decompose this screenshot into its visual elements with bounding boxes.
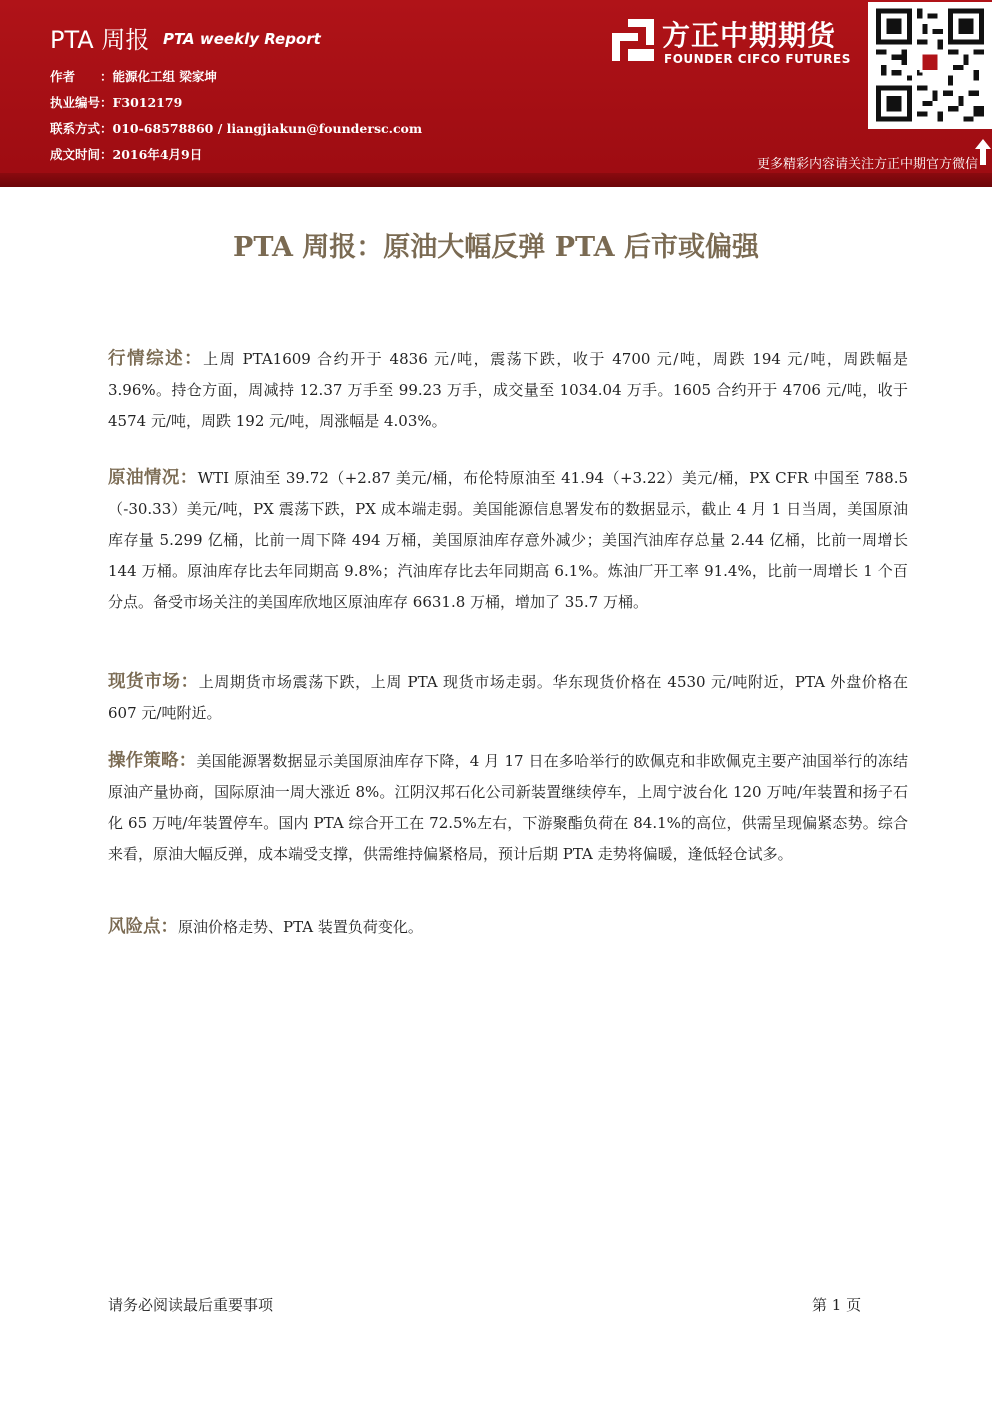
author-label: 作者 ：	[50, 69, 113, 84]
section-text: WTI 原油至 39.72（+2.87 美元/桶，布伦特原油至 41.94（+3.22）美元/桶，PX CFR 中国至 788.5（-30.33）美元/吨，PX 震荡下跌，PX 成本端走弱。美国能源信息署发布的数据显示，截止 4 月 1 日当周，美国原油库存量 5.299 亿桶，比前一周下降 494 万桶，美国原油库存意外减少；美国汽油库存总量 2.44 亿桶，比前一周增长 144 万桶。原油库存比去年同期高 9.8%；汽油库存比去年同期高 6.1%。炼油厂开工率 91.4%，比前一周增长 1 个百分点。备受市场关注的美国库欣地区原油库存 6631.8 万桶，增加了 35.7 万桶。	[108, 469, 909, 611]
founder-logo-icon	[610, 17, 656, 63]
section-text: 美国能源署数据显示美国原油库存下降，4 月 17 日在多哈举行的欧佩克和非欧佩克主要产油国举行的冻结原油产量协商，国际原油一周大涨近 8%。江阴汉邦石化公司新装置继续停车，上周宁波台化 120 万吨/年装置和扬子石化 65 万吨/年装置停车。国内 PTA 综合开工在 72.5%左右，下游聚酯负荷在 84.1%的高位，供需呈现偏紧态势。综合来看，原油大幅反弹，成本端受支撑，供需维持偏紧格局，预计后期 PTA 走势将偏暖，逢低轻仓试多。	[108, 752, 908, 863]
author-value: 能源化工组 梁家坤	[112, 69, 217, 84]
section-text: 原油价格走势、PTA 装置负荷变化。	[178, 918, 423, 936]
qr-code	[868, 2, 992, 129]
section-strategy	[108, 746, 908, 870]
brand-name-cn: 方正中期期货	[662, 19, 837, 52]
contact-label: 联系方式：	[50, 121, 113, 136]
footer-disclaimer: 请务必阅读最后重要事项	[108, 1296, 274, 1314]
date-value: 2016年4月9日	[112, 147, 203, 162]
license-value: F3012179	[112, 95, 183, 110]
up-arrow-icon	[974, 138, 992, 166]
document-title: PTA 周报：原油大幅反弹 PTA 后市或偏强	[233, 232, 759, 263]
brand-name-en: FOUNDER CIFCO FUTURES	[664, 52, 851, 66]
report-subtitle: PTA weekly Report	[163, 30, 321, 48]
date-label: 成文时间：	[50, 147, 113, 162]
section-crude-oil	[108, 463, 908, 618]
section-text: 上周 PTA1609 合约开于 4836 元/吨，震荡下跌，收于 4700 元/吨，周跌 194 元/吨，周跌幅是 3.96%。持仓方面，周减持 12.37 万手至 99.23 万手，成交量至 1034.04 万手。1605 合约开于 4706 元/吨，收于 4574 元/吨，周跌 192 元/吨，周涨幅是 4.03%。	[108, 350, 908, 430]
license-line	[50, 93, 182, 111]
section-text: 上周期货市场震荡下跌，上周 PTA 现货市场走弱。华东现货价格在 4530 元/吨附近，PTA 外盘价格在 607 元/吨附近。	[108, 673, 909, 722]
contact-line	[50, 119, 422, 137]
contact-value: 010-68578860 / liangjiakun@foundersc.com	[112, 121, 423, 136]
section-label: 现货市场：	[108, 672, 199, 692]
section-market-review	[108, 344, 908, 437]
license-label: 执业编号：	[50, 95, 113, 110]
section-spot-market	[108, 667, 908, 729]
page-number: 第 1 页	[812, 1296, 862, 1314]
section-risk	[108, 912, 908, 943]
author-line	[50, 67, 217, 85]
section-label: 风险点：	[108, 917, 178, 937]
section-label: 原油情况：	[108, 468, 198, 488]
report-title: PTA 周报	[50, 26, 150, 54]
wechat-note: 更多精彩内容请关注方正中期官方微信	[756, 157, 978, 172]
date-line	[50, 145, 202, 163]
qr-code-icon	[876, 8, 984, 122]
section-label: 操作策略：	[108, 751, 197, 771]
section-label: 行情综述：	[108, 349, 204, 369]
header-divider	[0, 173, 992, 187]
